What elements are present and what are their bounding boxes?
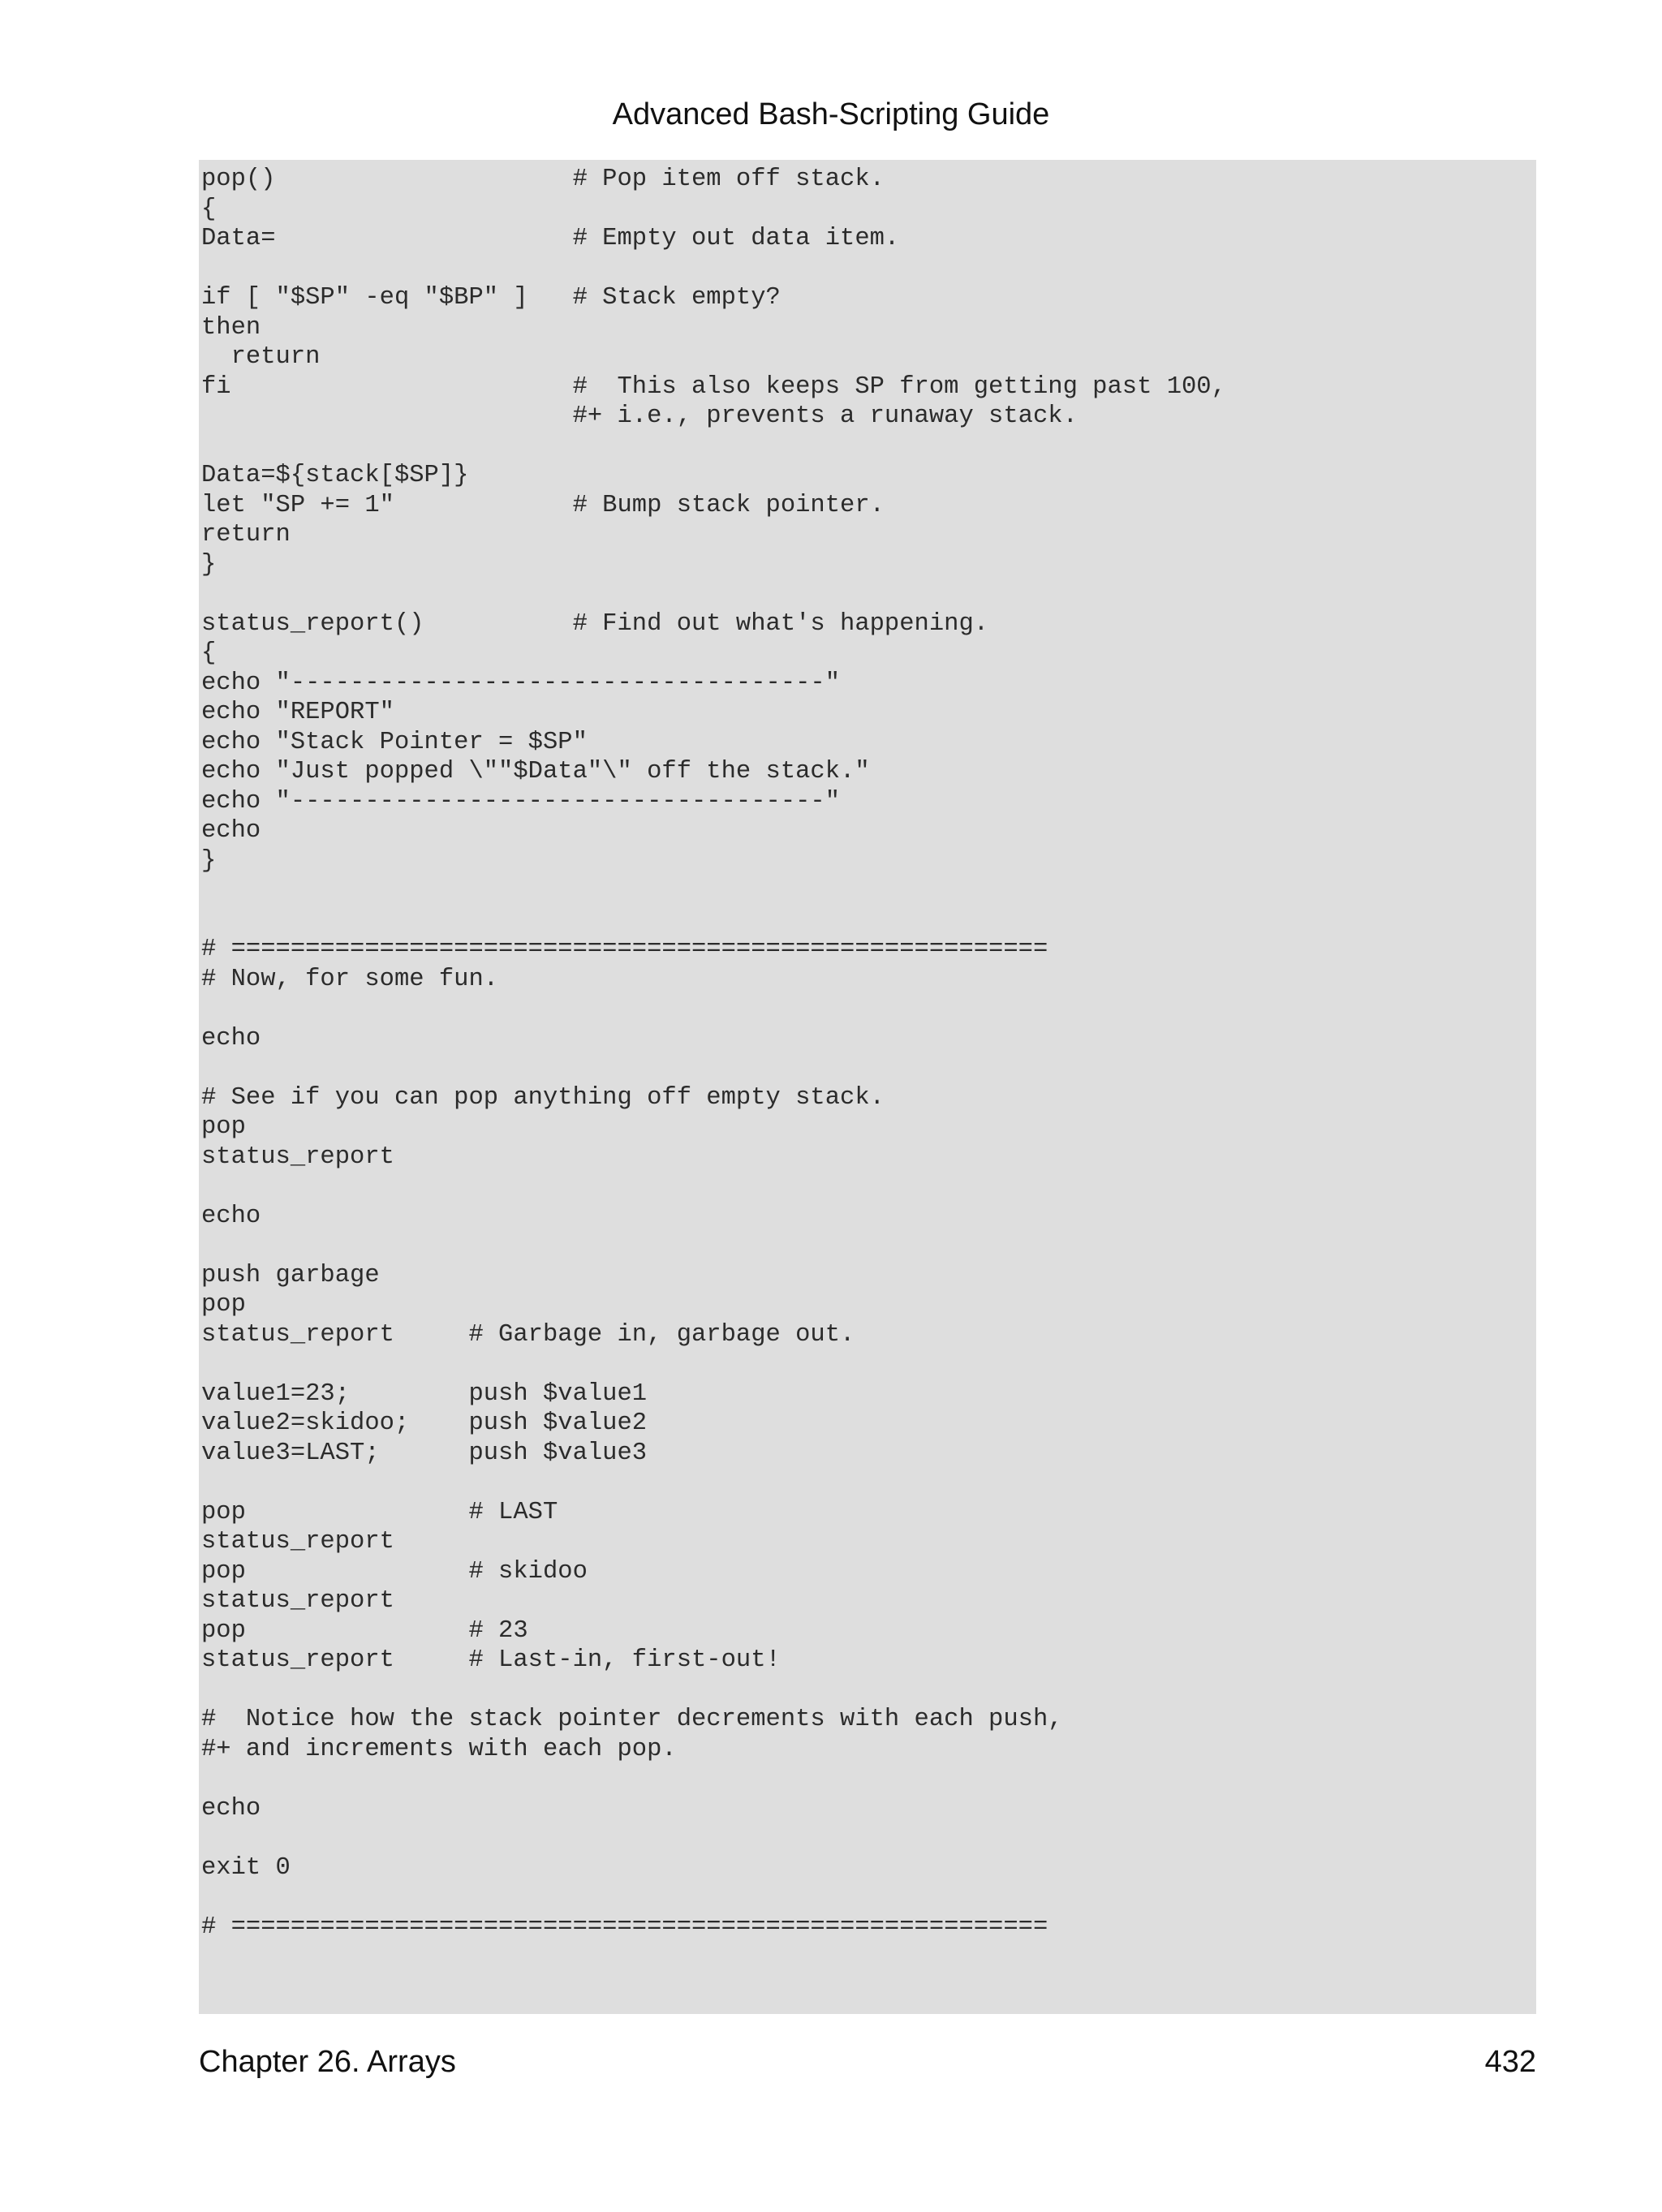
code-line: Data=${stack[$SP]}	[201, 462, 469, 489]
code-line: # =======================================================	[201, 936, 1048, 963]
code-line: pop	[201, 1291, 246, 1319]
code-line: {	[201, 195, 217, 223]
code-line: # Notice how the stack pointer decrements with each push,	[201, 1706, 1063, 1733]
code-line: #+ and increments with each pop.	[201, 1735, 677, 1763]
footer-page-number: 432	[1484, 2045, 1536, 2079]
footer-chapter: Chapter 26. Arrays	[199, 2045, 456, 2079]
code-line: echo	[201, 1794, 261, 1823]
code-line: pop # 23	[201, 1616, 528, 1645]
code-line: let "SP += 1" # Bump stack pointer.	[201, 491, 885, 519]
code-line: pop # skidoo	[201, 1557, 588, 1586]
code-line: echo "Just popped \""$Data"\" off the stack."	[201, 758, 870, 785]
code-line: status_report # Garbage in, garbage out.	[201, 1320, 855, 1349]
code-line: Data= # Empty out data item.	[201, 225, 900, 252]
code-line: if [ "$SP" -eq "$BP" ] # Stack empty?	[201, 284, 781, 312]
code-line: return	[201, 521, 291, 549]
code-line: }	[201, 550, 217, 579]
code-line: echo "------------------------------------"	[201, 669, 841, 697]
code-line: status_report	[201, 1587, 394, 1615]
code-line: status_report	[201, 1528, 394, 1556]
code-line: return	[201, 343, 321, 371]
code-line: pop	[201, 1113, 246, 1141]
code-line: echo	[201, 1024, 261, 1052]
code-line: push garbage	[201, 1261, 380, 1289]
code-listing	[199, 160, 1536, 2014]
code-line: fi # This also keeps SP from getting past 100,	[201, 372, 1226, 401]
code-line: status_report() # Find out what's happening.	[201, 609, 989, 638]
code-line: pop # LAST	[201, 1498, 558, 1526]
code-line: pop() # Pop item off stack.	[201, 166, 885, 193]
code-line: }	[201, 846, 217, 875]
code-line: # =======================================================	[201, 1913, 1048, 1941]
code-line: {	[201, 639, 217, 667]
code-line: status_report	[201, 1143, 394, 1171]
code-line: value3=LAST; push $value3	[201, 1439, 648, 1467]
code-line: echo "REPORT"	[201, 699, 394, 726]
code-line: echo	[201, 1202, 261, 1230]
code-line: # Now, for some fun.	[201, 965, 499, 993]
code-line: echo	[201, 817, 261, 845]
code-line: value1=23; push $value1	[201, 1379, 648, 1408]
code-line: #+ i.e., prevents a runaway stack.	[201, 402, 1078, 430]
code-line: # See if you can pop anything off empty stack.	[201, 1083, 885, 1112]
code-line: then	[201, 313, 261, 342]
code-line: echo "------------------------------------"	[201, 787, 841, 816]
code-line: echo "Stack Pointer = $SP"	[201, 728, 588, 756]
code-line: value2=skidoo; push $value2	[201, 1409, 648, 1437]
code-line: status_report # Last-in, first-out!	[201, 1646, 781, 1674]
code-line: exit 0	[201, 1853, 291, 1882]
page-header-title: Advanced Bash-Scripting Guide	[612, 97, 1050, 131]
